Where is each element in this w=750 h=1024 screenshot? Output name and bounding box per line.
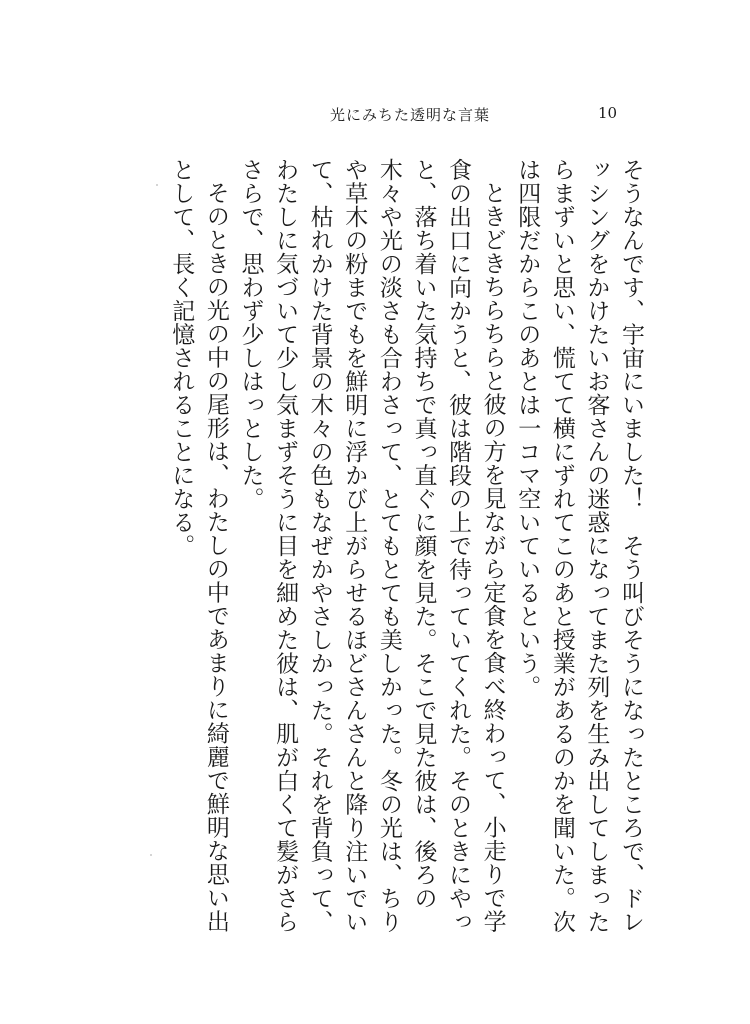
- paragraph-2: ときどきちらちらと彼の方を見ながら定食を食べ終わって、小走りで学食の出口に向かうと、彼は階段の上で待っていてくれた。そのときにやっと、落ち着いた気持ちで真っ直ぐに顔を見た。そこで見た彼は、後ろの木々や光の淡さも合わさって、とてもとても美しかった。冬の光は、ちりや草木の粉までもを鮮明に浮かび上がらせるほどさんさんと降り注いでいて、枯れかけた背景の木々の色もなぜかやさしかった。それを背負って、わたしに気づいて少し気まずそうに目を細めた彼は、肌が白くて髪がさらさらで、思わず少しはっとした。: [237, 158, 506, 934]
- paper-speck: [150, 854, 152, 856]
- paper-speck: [156, 184, 158, 186]
- vertical-body-text: [168, 158, 648, 948]
- paragraph-3: そのときの光の中の尾形は、わたしの中であまりに綺麗で鮮明な思い出として、長く記憶されることになる。: [168, 158, 229, 933]
- page-number: 10: [598, 104, 618, 122]
- paragraph-1: そうなんです、宇宙にいました！ そう叫びそうになったところで、ドレッシングをかけたいお客さんの迷惑になってまた列を生み出してしまったらまずいと思い、慌てて横にずれてこのあと授業があるのかを聞いた。次は四限だからこのあとは一コマ空いているという。: [514, 158, 644, 934]
- running-title: 光にみちた透明な言葉: [330, 106, 491, 124]
